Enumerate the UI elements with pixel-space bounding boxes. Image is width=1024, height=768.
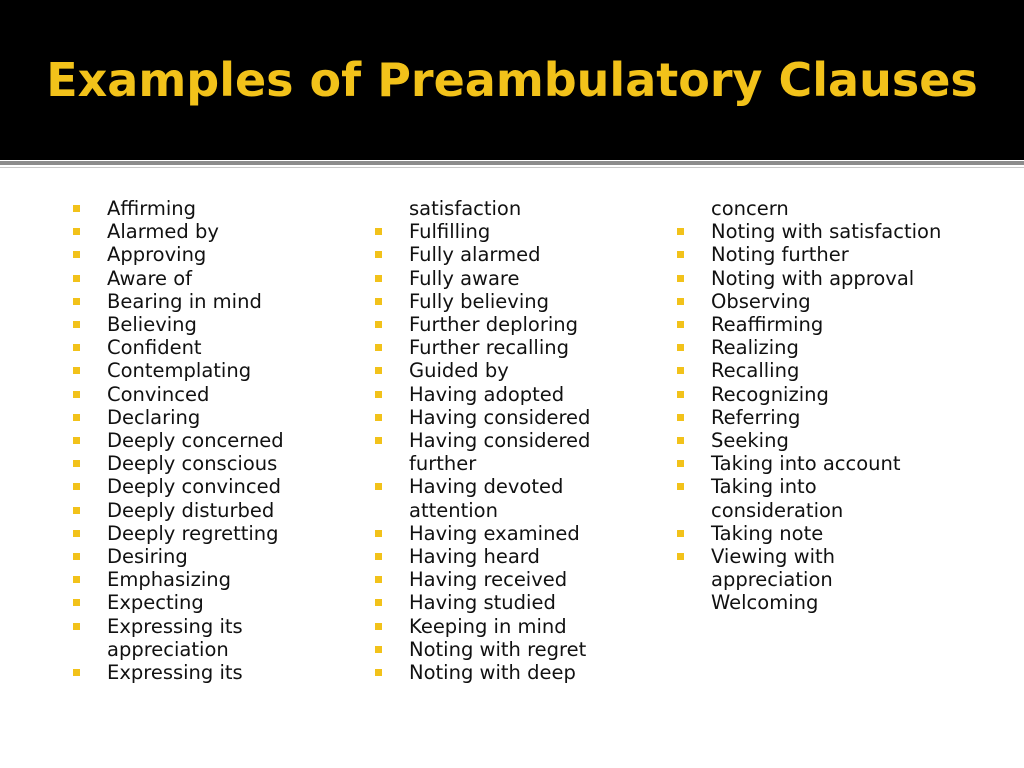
title-divider <box>0 161 1024 165</box>
clause-item: Fully believing <box>409 290 659 313</box>
clause-item-continuation: satisfaction <box>409 197 522 220</box>
clause-item: Fulfilling <box>409 220 659 243</box>
clause-item: Deeply regretting <box>107 522 357 545</box>
clause-column-3 <box>711 197 1011 615</box>
clause-column-1 <box>107 197 357 684</box>
clause-item: Recognizing <box>711 383 1011 406</box>
clause-item: Expressing its <box>107 615 357 638</box>
clause-item: Bearing in mind <box>107 290 357 313</box>
title-bar <box>0 0 1024 160</box>
clause-item: Noting with approval <box>711 267 1011 290</box>
clause-item: Confident <box>107 336 357 359</box>
clause-item: Emphasizing <box>107 568 357 591</box>
clause-item: Noting further <box>711 243 1011 266</box>
clause-item: Having examined <box>409 522 659 545</box>
clause-item: Taking into <box>711 475 1011 498</box>
clause-item: Noting with deep <box>409 661 659 684</box>
clause-item: Fully aware <box>409 267 659 290</box>
clause-item-continuation: Welcoming <box>711 591 819 615</box>
clause-item: Further deploring <box>409 313 659 336</box>
title-divider-thin <box>0 167 1024 168</box>
clause-item: Referring <box>711 406 1011 429</box>
clause-item: Deeply disturbed <box>107 499 357 522</box>
clause-item: Taking note <box>711 522 1011 545</box>
clause-item: Observing <box>711 290 1011 313</box>
clause-item-continuation: attention <box>409 498 498 522</box>
clause-item: Deeply concerned <box>107 429 357 452</box>
clause-item: Having adopted <box>409 383 659 406</box>
clause-item: Reaffirming <box>711 313 1011 336</box>
clause-item: Convinced <box>107 383 357 406</box>
clause-item: Expressing its <box>107 661 357 684</box>
clause-item: Recalling <box>711 359 1011 382</box>
clause-item: Having devoted <box>409 475 659 498</box>
clause-item: Deeply convinced <box>107 475 357 498</box>
clause-item: Seeking <box>711 429 1011 452</box>
clause-item: Further recalling <box>409 336 659 359</box>
clause-item: Noting with regret <box>409 638 659 661</box>
clause-item: Having received <box>409 568 659 591</box>
clause-item: Aware of <box>107 267 357 290</box>
clause-item: Alarmed by <box>107 220 357 243</box>
slide-title: Examples of Preambulatory Clauses <box>46 53 978 107</box>
clause-item: Taking into account <box>711 452 1011 475</box>
clause-item: Having heard <box>409 545 659 568</box>
clause-item: Deeply conscious <box>107 452 357 475</box>
clause-item: Believing <box>107 313 357 336</box>
clause-item: Desiring <box>107 545 357 568</box>
clause-item: Having considered <box>409 406 659 429</box>
clause-item-continuation: further <box>409 452 477 476</box>
clause-item: Realizing <box>711 336 1011 359</box>
clause-item: Keeping in mind <box>409 615 659 638</box>
clause-item-continuation: appreciation <box>107 637 229 661</box>
clause-item-continuation: concern <box>711 197 789 220</box>
clause-item: Having considered <box>409 429 659 452</box>
clause-item: Noting with satisfaction <box>711 220 1011 243</box>
clause-item: Affirming <box>107 197 357 220</box>
clause-item-continuation: consideration <box>711 498 844 522</box>
clause-item: Declaring <box>107 406 357 429</box>
clause-item: Expecting <box>107 591 357 614</box>
clause-item: Having studied <box>409 591 659 614</box>
clause-item: Contemplating <box>107 359 357 382</box>
clause-column-2 <box>409 197 659 684</box>
clause-item: Approving <box>107 243 357 266</box>
clause-item-continuation: appreciation <box>711 568 833 592</box>
clause-item: Guided by <box>409 359 659 382</box>
clause-item: Fully alarmed <box>409 243 659 266</box>
clause-item: Viewing with <box>711 545 1011 568</box>
